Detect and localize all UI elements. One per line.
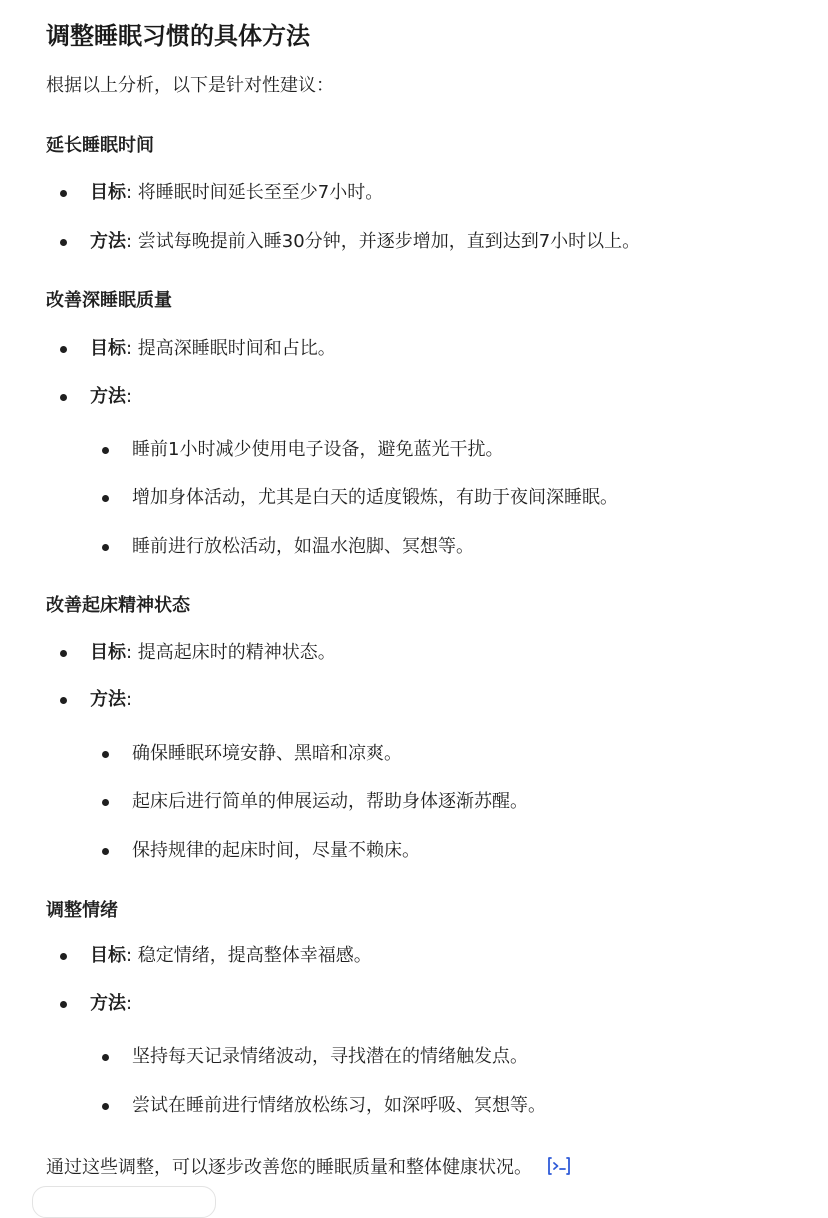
bullet-dot [102, 1054, 109, 1061]
bullet-dot [102, 544, 109, 551]
intro-text: 根据以上分析，以下是针对性建议： [46, 75, 334, 96]
bullet-dot [60, 346, 67, 353]
bullet-dot [102, 848, 109, 855]
bullet-dot [60, 394, 67, 401]
goal-label: 目标 [90, 182, 126, 203]
goal-text: : 稳定情绪，提高整体幸福感。 [126, 945, 372, 966]
goal-text: : 将睡眠时间延长至至少7小时。 [126, 182, 384, 203]
bullet-dot [60, 697, 67, 704]
method-label: 方法 [90, 231, 126, 252]
goal-text: : 提高深睡眠时间和占比。 [126, 338, 336, 359]
section-heading: 延长睡眠时间 [46, 135, 154, 156]
outro-text: 通过这些调整，可以逐步改善您的睡眠质量和整体健康状况。 [46, 1154, 572, 1182]
bullet-dot [102, 495, 109, 502]
bullet-dot [102, 751, 109, 758]
method-label: 方法 [90, 386, 126, 407]
method-text: : [126, 689, 133, 710]
method-label: 方法 [90, 689, 126, 710]
bullet-dot [60, 239, 67, 246]
method-label: 方法 [90, 993, 126, 1014]
goal-label: 目标 [90, 945, 126, 966]
section-heading: 改善起床精神状态 [46, 595, 190, 616]
goal-text: : 提高起床时的精神状态。 [126, 642, 336, 663]
bullet-dot [60, 953, 67, 960]
goal-label: 目标 [90, 642, 126, 663]
section-heading: 改善深睡眠质量 [46, 290, 172, 311]
goal-label: 目标 [90, 338, 126, 359]
bullet-dot [102, 1103, 109, 1110]
method-text: : [126, 993, 133, 1014]
method-text: : 尝试每晚提前入睡30分钟，并逐步增加，直到达到7小时以上。 [126, 231, 641, 252]
code-reference-icon[interactable] [546, 1155, 572, 1177]
page-title: 调整睡眠习惯的具体方法 [46, 22, 310, 50]
bottom-action-pill[interactable] [32, 1186, 216, 1218]
bullet-dot [60, 1001, 67, 1008]
bullet-dot [102, 799, 109, 806]
bullet-dot [60, 650, 67, 657]
section-heading: 调整情绪 [46, 900, 118, 921]
bullet-dot [102, 447, 109, 454]
method-text: : [126, 386, 133, 407]
bullet-dot [60, 190, 67, 197]
